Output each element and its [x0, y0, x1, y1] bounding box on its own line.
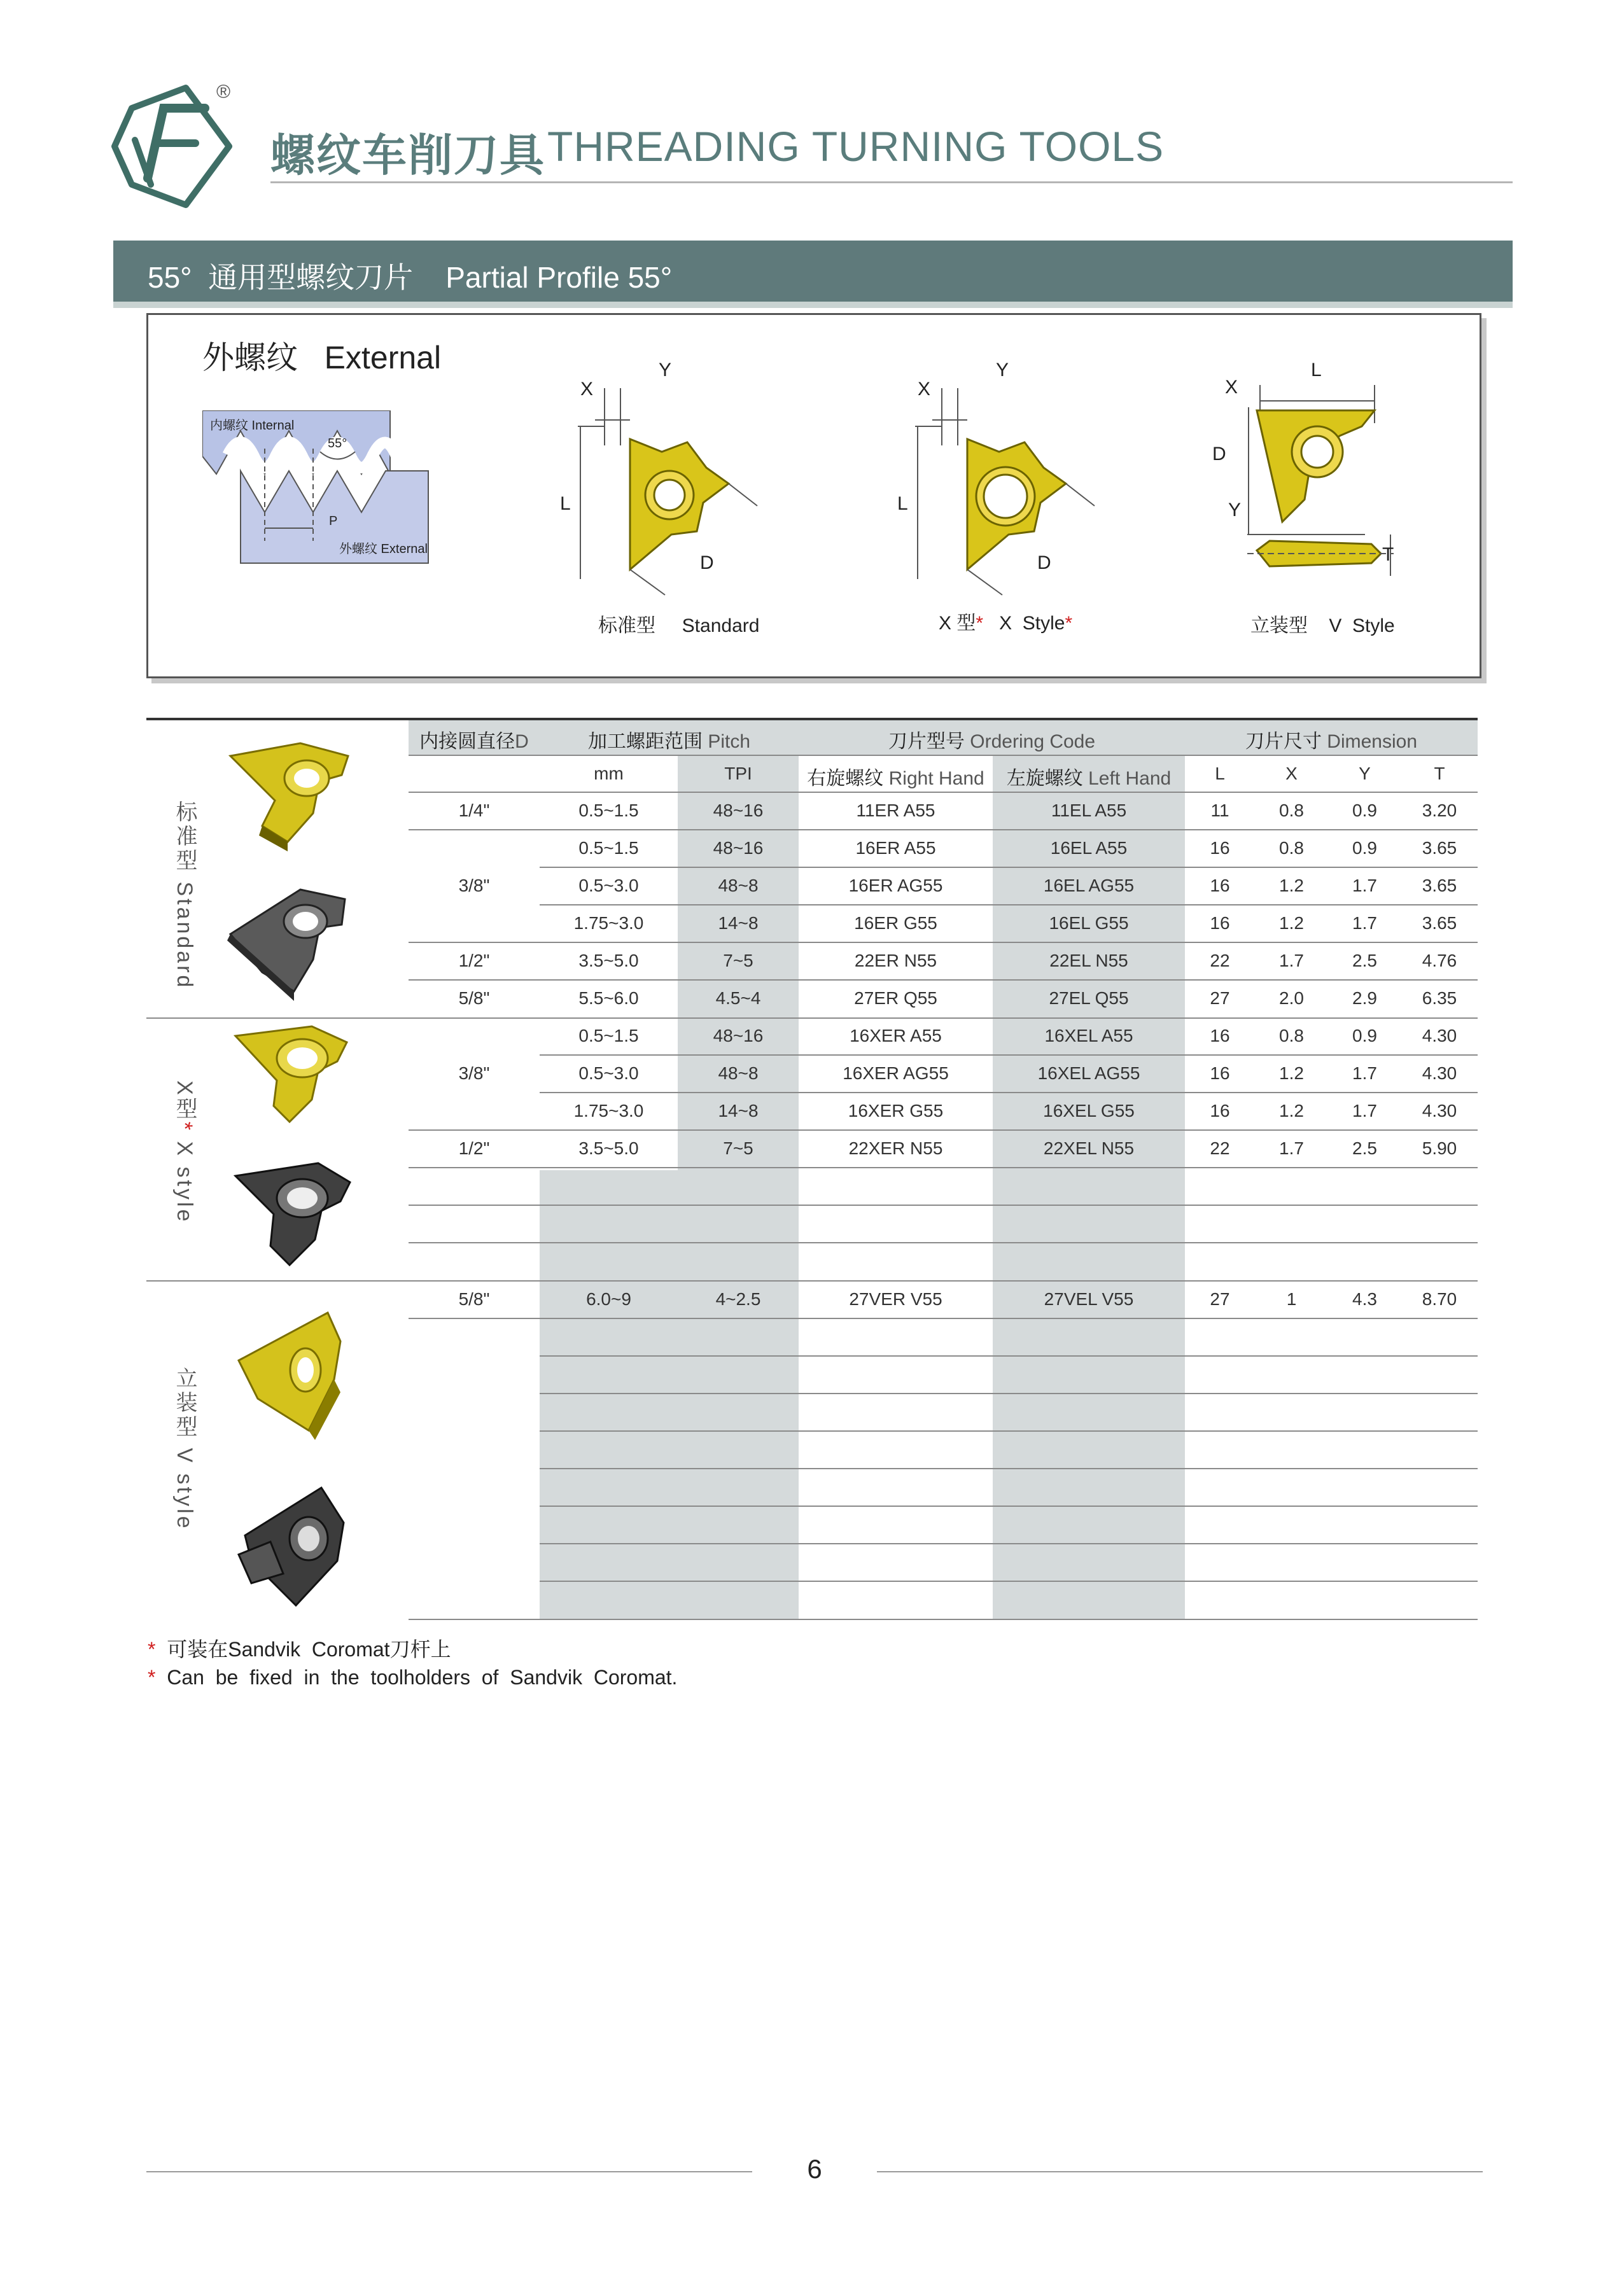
- page-title-en: THREADING TURNING TOOLS: [547, 123, 1165, 170]
- cell-rh: 27VER V55: [849, 1289, 942, 1309]
- standard-insert-gold-image: [224, 730, 358, 858]
- cell-l: 16: [1210, 1026, 1230, 1045]
- cell-tpi: 48~16: [713, 838, 764, 858]
- spec-table: [146, 718, 1478, 1620]
- v-style-insert-dark-image: [232, 1478, 353, 1612]
- table-bottom-rule: [409, 1619, 1478, 1620]
- cell-l: 16: [1210, 876, 1230, 895]
- cell-x: 2.0: [1279, 988, 1304, 1008]
- header-rule-2: [409, 792, 1478, 793]
- header-inscribed: 内接圆直径D: [419, 731, 529, 752]
- cell-tpi: 7~5: [723, 1138, 753, 1158]
- x-style-insert-drawing: [897, 375, 1107, 598]
- dim-t-label: T: [1382, 544, 1394, 565]
- cell-tpi: 48~16: [713, 1026, 764, 1045]
- cell-y: 1.7: [1352, 913, 1377, 933]
- group-divider-1: [146, 1017, 1478, 1019]
- row-divider: [409, 1205, 1478, 1206]
- group-label-v-style: 立装型 V style: [172, 1367, 197, 1531]
- group-divider-2: [146, 1280, 1478, 1282]
- dim-y-label: Y: [659, 360, 672, 381]
- dim-x-label: X: [580, 379, 594, 400]
- group-label-standard: 标准型 Standard: [172, 800, 197, 990]
- cell-rh: 22ER N55: [854, 951, 937, 970]
- cell-y: 2.9: [1352, 988, 1377, 1008]
- cell-x: 0.8: [1279, 1026, 1304, 1045]
- cell-x: 1.2: [1279, 876, 1304, 895]
- dim-x-label-3: X: [1225, 377, 1238, 398]
- row-divider: [409, 1242, 1478, 1243]
- cell-lh: 22EL N55: [1049, 951, 1128, 970]
- cell-rh: 22XER N55: [848, 1138, 943, 1158]
- row-divider: [540, 1430, 1478, 1432]
- dim-l-label: L: [560, 493, 571, 514]
- note-en: * Can be fixed in the toolholders of Sandvik Coromat.: [148, 1666, 678, 1689]
- subheader-left-hand: 左旋螺纹 Left Hand: [1006, 768, 1172, 789]
- cell-x: 1.2: [1279, 913, 1304, 933]
- internal-thread-label: 内螺纹 Internal: [210, 419, 295, 433]
- cell-mm: 1.75~3.0: [573, 1101, 644, 1121]
- cell-rh: 11ER A55: [856, 800, 935, 820]
- table-top-rule: [146, 718, 1478, 720]
- cell-x: 1.7: [1279, 1138, 1304, 1158]
- cell-d: 1/4": [458, 800, 490, 820]
- cell-mm: 6.0~9: [586, 1289, 631, 1309]
- cell-mm: 0.5~1.5: [578, 1026, 639, 1045]
- cell-mm: 5.5~6.0: [578, 988, 639, 1008]
- cell-rh: 16ER AG55: [848, 876, 943, 895]
- cell-d: 5/8": [458, 1289, 490, 1309]
- x-style-caption: X 型* X Style*: [939, 613, 1073, 634]
- cell-x: 1: [1286, 1289, 1297, 1309]
- cell-t: 4.76: [1422, 951, 1457, 970]
- header-ordering-code: 刀片型号 Ordering Code: [888, 731, 1096, 752]
- cell-lh: 11EL A55: [1051, 800, 1127, 820]
- cell-lh: 22XEL N55: [1043, 1138, 1135, 1158]
- cell-mm: 0.5~3.0: [578, 1063, 639, 1083]
- cell-mm: 3.5~5.0: [578, 951, 639, 970]
- row-divider: [540, 1355, 1478, 1357]
- cell-tpi: 14~8: [718, 1101, 759, 1121]
- page-title-cn: 螺纹车削刀具: [270, 130, 545, 180]
- subheader-right-hand: 右旋螺纹 Right Hand: [807, 768, 984, 789]
- header-rule-1: [409, 755, 1478, 756]
- cell-rh: 16XER A55: [850, 1026, 942, 1045]
- cell-l: 22: [1210, 1138, 1230, 1158]
- subheader-t: T: [1434, 764, 1445, 783]
- row-divider: [540, 867, 1478, 868]
- cell-t: 4.30: [1422, 1101, 1457, 1121]
- cell-t: 8.70: [1422, 1289, 1457, 1309]
- cell-tpi: 4.5~4: [715, 988, 761, 1008]
- cell-y: 2.5: [1352, 1138, 1377, 1158]
- page-number: 6: [807, 2154, 822, 2184]
- cell-d: 5/8": [458, 988, 490, 1008]
- registered-mark: ®: [216, 81, 231, 102]
- mm-empty-shade: [540, 1170, 678, 1620]
- cell-t: 3.65: [1422, 913, 1457, 933]
- cell-tpi: 7~5: [723, 951, 753, 970]
- cell-d: 3/8": [458, 1063, 490, 1083]
- dim-d-label-3: D: [1212, 444, 1226, 465]
- cell-mm: 3.5~5.0: [578, 1138, 639, 1158]
- cell-l: 16: [1210, 913, 1230, 933]
- cell-rh: 27ER Q55: [854, 988, 937, 1008]
- cell-lh: 16XEL AG55: [1037, 1063, 1140, 1083]
- subheader-tpi: TPI: [724, 764, 752, 783]
- standard-caption: 标准型 Standard: [598, 615, 760, 636]
- cell-x: 1.7: [1279, 951, 1304, 970]
- dim-x-label-2: X: [918, 379, 931, 400]
- cell-mm: 0.5~3.0: [578, 876, 639, 895]
- cell-rh: 16XER G55: [848, 1101, 944, 1121]
- dim-l-label-3: L: [1311, 360, 1322, 381]
- standard-insert-drawing: [560, 375, 770, 598]
- x-style-insert-dark-image: [229, 1157, 356, 1271]
- subheader-x: X: [1285, 764, 1298, 783]
- cell-x: 1.2: [1279, 1101, 1304, 1121]
- v-style-caption: 立装型 V Style: [1250, 615, 1395, 636]
- cell-x: 0.8: [1279, 800, 1304, 820]
- row-divider: [540, 1506, 1478, 1507]
- header-pitch: 加工螺距范围 Pitch: [587, 731, 751, 752]
- cell-y: 0.9: [1352, 800, 1377, 820]
- dim-y-label-2: Y: [996, 360, 1009, 381]
- cell-lh: 16XEL G55: [1043, 1101, 1135, 1121]
- dim-d-label: D: [700, 552, 714, 573]
- cell-rh: 16ER G55: [854, 913, 937, 933]
- cell-mm: 0.5~1.5: [578, 800, 639, 820]
- external-thread-label: 外螺纹 External: [339, 542, 428, 556]
- cell-y: 1.7: [1352, 876, 1377, 895]
- cell-y: 1.7: [1352, 1101, 1377, 1121]
- cell-l: 22: [1210, 951, 1230, 970]
- row-divider: [540, 904, 1478, 905]
- cell-y: 2.5: [1352, 951, 1377, 970]
- row-divider: [409, 1318, 1478, 1319]
- section-header-underline: [113, 302, 1513, 308]
- v-style-insert-gold-image: [232, 1303, 353, 1443]
- dim-d-label-2: D: [1037, 552, 1051, 573]
- cell-x: 1.2: [1279, 1063, 1304, 1083]
- standard-insert-dark-image: [224, 877, 358, 1004]
- cell-y: 0.9: [1352, 838, 1377, 858]
- cell-t: 4.30: [1422, 1026, 1457, 1045]
- cell-lh: 27EL Q55: [1049, 988, 1129, 1008]
- row-divider: [540, 1581, 1478, 1582]
- cell-l: 16: [1210, 1063, 1230, 1083]
- row-divider: [540, 1468, 1478, 1469]
- cell-y: 0.9: [1352, 1026, 1377, 1045]
- v-style-insert-drawing: [1209, 366, 1425, 601]
- cell-tpi: 48~8: [718, 1063, 759, 1083]
- cell-lh: 27VEL V55: [1044, 1289, 1134, 1309]
- cell-rh: 16ER A55: [855, 838, 936, 858]
- cell-l: 11: [1210, 800, 1229, 820]
- row-divider: [540, 1393, 1478, 1394]
- cell-l: 27: [1210, 988, 1230, 1008]
- cell-lh: 16XEL A55: [1044, 1026, 1133, 1045]
- subheader-l: L: [1215, 764, 1225, 783]
- cell-mm: 1.75~3.0: [573, 913, 644, 933]
- row-divider: [540, 1054, 1478, 1056]
- cell-tpi: 4~2.5: [715, 1289, 761, 1309]
- cell-y: 1.7: [1352, 1063, 1377, 1083]
- cell-d: 1/2": [458, 951, 490, 970]
- angle-label: 55°: [328, 437, 347, 451]
- row-divider: [540, 1543, 1478, 1544]
- cell-mm: 0.5~1.5: [578, 838, 639, 858]
- cell-lh: 16EL A55: [1050, 838, 1128, 858]
- subheader-mm: mm: [594, 764, 624, 783]
- row-divider: [409, 942, 1478, 943]
- header-divider: [270, 181, 1513, 183]
- cell-lh: 16EL AG55: [1043, 876, 1135, 895]
- pitch-label: P: [329, 514, 338, 528]
- cell-t: 3.65: [1422, 876, 1457, 895]
- row-divider: [540, 1092, 1478, 1093]
- header-dimension: 刀片尺寸 Dimension: [1245, 731, 1418, 752]
- subheader-y: Y: [1359, 764, 1371, 783]
- group-label-x-style: X型* X style: [172, 1080, 197, 1224]
- footer-rule-right: [877, 2171, 1483, 2172]
- cell-t: 3.20: [1422, 800, 1457, 820]
- cell-l: 27: [1210, 1289, 1230, 1309]
- cell-l: 16: [1210, 838, 1230, 858]
- row-divider: [409, 1129, 1478, 1131]
- row-divider: [409, 979, 1478, 981]
- cell-x: 0.8: [1279, 838, 1304, 858]
- dim-y-label-3: Y: [1228, 500, 1242, 521]
- cell-tpi: 48~16: [713, 800, 764, 820]
- cell-rh: 16XER AG55: [843, 1063, 949, 1083]
- cell-tpi: 48~8: [718, 876, 759, 895]
- row-divider: [409, 829, 1478, 830]
- row-divider: [409, 1167, 1478, 1168]
- cell-d: 3/8": [458, 876, 490, 895]
- note-cn: * 可装在Sandvik Coromat刀杆上: [148, 1638, 451, 1661]
- cell-t: 3.65: [1422, 838, 1457, 858]
- x-style-insert-gold-image: [229, 1023, 356, 1138]
- cell-lh: 16EL G55: [1049, 913, 1129, 933]
- section-title: 55° 通用型螺纹刀片 Partial Profile 55°: [148, 261, 673, 294]
- cell-t: 6.35: [1422, 988, 1457, 1008]
- external-title: 外螺纹 External: [202, 340, 442, 375]
- footer-rule-left: [146, 2171, 752, 2172]
- dim-l-label-2: L: [897, 493, 908, 514]
- cell-y: 4.3: [1352, 1289, 1377, 1309]
- cell-l: 16: [1210, 1101, 1230, 1121]
- cell-t: 5.90: [1422, 1138, 1457, 1158]
- cell-d: 1/2": [458, 1138, 490, 1158]
- cell-t: 4.30: [1422, 1063, 1457, 1083]
- cell-tpi: 14~8: [718, 913, 759, 933]
